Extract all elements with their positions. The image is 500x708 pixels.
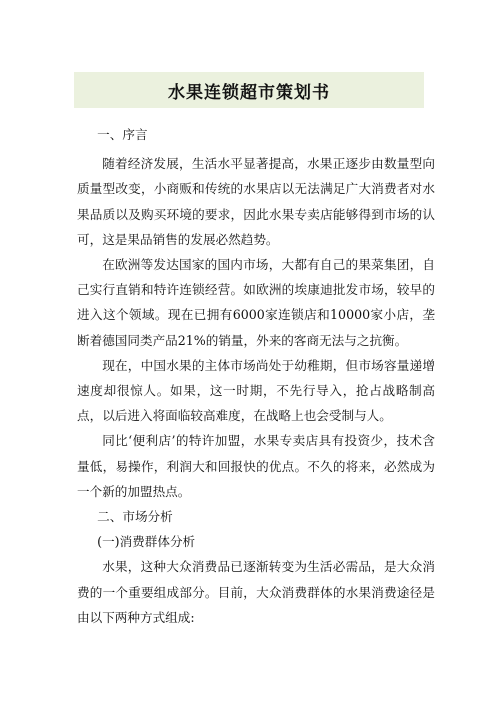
paragraph-4: 同比‘便利店’的特许加盟，水果专卖店具有投资少，技术含量低，易操作，利润大和回报快的优点。不久的将来，必然成为一个新的加盟热点。: [77, 433, 435, 499]
paragraph-3: 现在，中国水果的主体市场尚处于幼稚期，但市场容量递增速度却很惊人。如果，这一时期，不先行导入，抢占战略制高点，以后进入将面临较高难度，在战略上也会受制与人。: [77, 357, 435, 424]
subsection-heading-consumers: (一)消费群体分析: [97, 534, 196, 550]
paragraph-2: 在欧洲等发达国家的国内市场，大都有自己的果菜集团，自己实行直销和特许连锁经营。如欧洲的埃康迪批发市场，较早的进入这个领域。现在已拥有6000家连锁店和10000家小店，垄断着德国同类产品21%的销量，外来的客商无法与之抗衡。: [77, 257, 435, 348]
document-title: 水果连锁超市策划书: [168, 82, 330, 103]
document-body: [77, 122, 435, 630]
paragraph-5: 水果，这种大众消费品已逐渐转变为生活必需品，是大众消费的一个重要组成部分。目前，大众消费群体的水果消费途径是由以下两种方式组成:: [77, 559, 435, 625]
section-heading-market: 二、市场分析: [97, 509, 173, 525]
section-heading-preface: 一、序言: [97, 127, 148, 142]
title-banner: [74, 72, 424, 108]
paragraph-1: 随着经济发展，生活水平显著提高，水果正逐步由数量型向质量型改变，小商贩和传统的水果店以无法满足广大消费者对水果品质以及购买环境的要求，因此水果专卖店能够得到市场的认可，这是果品销售的发展必然趋势。: [77, 156, 435, 247]
